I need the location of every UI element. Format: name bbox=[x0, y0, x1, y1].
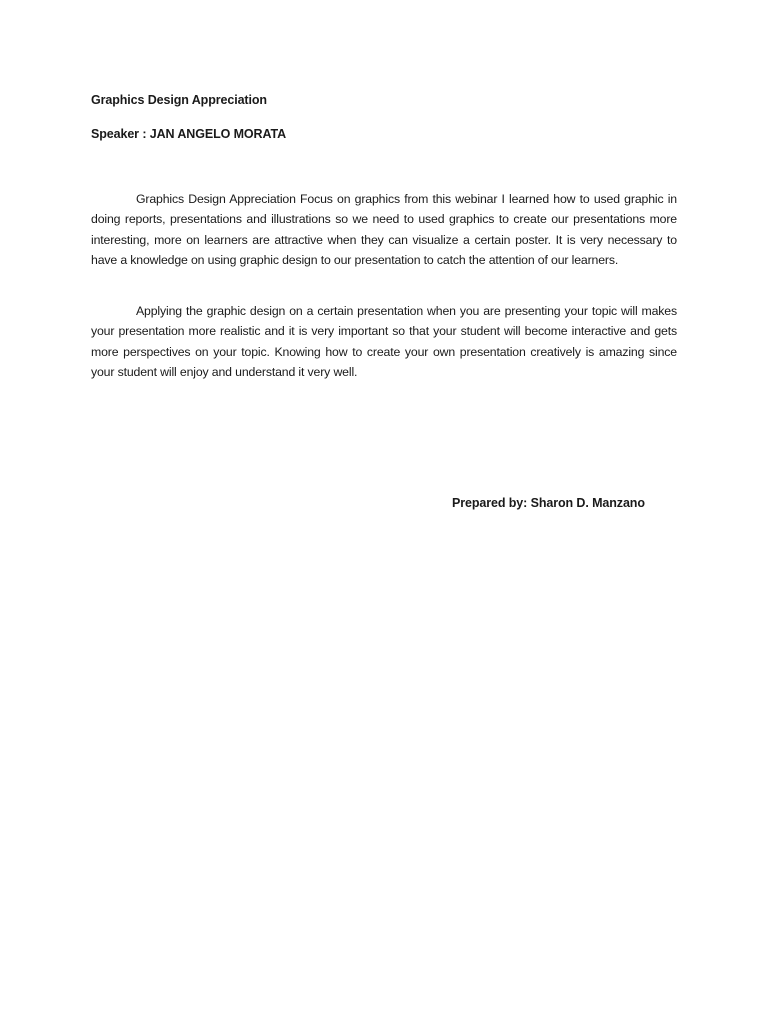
speaker-line: Speaker : JAN ANGELO MORATA bbox=[91, 127, 287, 141]
prepared-by-signature-line: Prepared by: Sharon D. Manzano bbox=[452, 496, 645, 510]
body-paragraph-2: Applying the graphic design on a certain presentation when you are presenting your topic will makes your presentation more realistic and it is very important so that your student will become interactive and gets more perspectives on your topic. Knowing how to create your own presentation creatively is amazing since your student will enjoy and understand it very well. bbox=[91, 304, 677, 380]
document-title: Graphics Design Appreciation bbox=[91, 93, 267, 107]
body-paragraph-1: Graphics Design Appreciation Focus on graphics from this webinar I learned how to used graphic in doing reports, presentations and illustrations so we need to used graphics to create our presentations more interesting, more on learners are attractive when they can visualize a certain poster. It is very necessary to have a knowledge on using graphic design to our presentation to catch the attention of our learners. bbox=[91, 192, 677, 268]
